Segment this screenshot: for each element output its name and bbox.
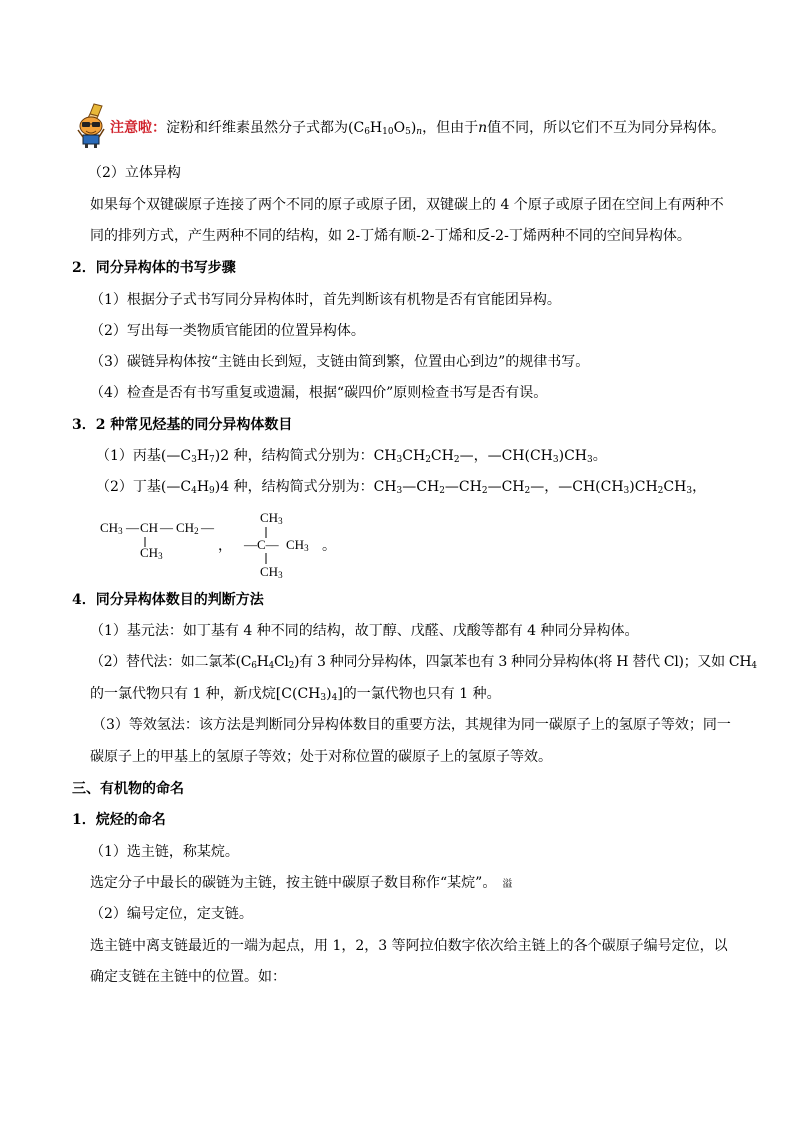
notice-label: 注意啦	[110, 120, 152, 136]
structure-separator: ，	[218, 538, 232, 554]
step-2-desc-line2: 确定支链在主链中的位置。如：	[90, 969, 286, 985]
notice-line: 注意啦：淀粉和纤维素虽然分子式都为$(C_6H_{10}O_5)_n$，但由于n值不同，所以它们不互为同分异构体。	[110, 120, 726, 137]
method-3-line1: （3）等效氢法：该方法是判断同分异构体数目的重要方法，其规律为同一碳原子上的氢原子等效；同一	[92, 717, 731, 733]
sec2-item-1: （1）根据分子式书写同分异构体时，首先判断该有机物是否有官能团异构。	[90, 292, 561, 308]
tert-butyl-structure: $CH_3$ —C— $CH_3$ $CH_3$	[244, 510, 354, 582]
stereo-heading: （2）立体异构	[88, 165, 181, 181]
method-3-line2: 碳原子上的甲基上的氢原子等效；处于对称位置的碳原子上的氢原子等效。	[90, 749, 552, 765]
part-3-title: 三、有机物的命名	[72, 781, 184, 797]
method-2-line2: 的一氯代物只有 1 种，新戊烷$[C(CH_3)_4]$的一氯代物也只有 1 种。	[90, 686, 501, 703]
section-3-title: 3．2 种常见烃基的同分异构体数目	[72, 417, 293, 433]
isobutyl-structure: $CH_3$ — CH — $CH_2$ — $CH_3$	[100, 520, 230, 565]
butyl-line: （2）丁基$(—C_4H_9)4$ 种，结构简式分别为：$CH_3—CH_2—CH_2—CH_2—$，$—CH(CH_3)CH_2CH_3$，	[96, 479, 707, 496]
stereo-paragraph-line2: 同的排列方式，产生两种不同的结构，如 2-丁烯有顺-2-丁烯和反-2-丁烯两种不同的空间异构体。	[90, 228, 691, 244]
propyl-line: （1）丙基$(—C_3H_7)2$ 种，结构简式分别为：$CH_3CH_2CH_2—$，$—CH(CH_3)CH_3$。	[96, 448, 607, 465]
sec2-item-4: （4）检查是否有书写重复或遗漏，根据“碳四价”原则检查书写是否有误。	[90, 385, 548, 401]
method-1: （1）基元法：如丁基有 4 种不同的结构，故丁醇、戊醛、戊酸等都有 4 种同分异构体。	[90, 623, 639, 639]
section-4-title: 4．同分异构体数目的判断方法	[72, 592, 264, 608]
sec2-item-2: （2）写出每一类物质官能团的位置异构体。	[90, 323, 365, 339]
step-2: （2）编号定位，定支链。	[90, 906, 253, 922]
alkane-naming-title: 1．烷烃的命名	[72, 812, 166, 828]
step-1: （1）选主链，称某烷。	[90, 844, 239, 860]
pencil-mascot-icon	[74, 102, 110, 148]
stereo-paragraph-line1: 如果每个双键碳原子连接了两个不同的原子或原子团，双键碳上的 4 个原子或原子团在空间上有两种不	[90, 197, 724, 213]
step-2-desc-line1: 选主链中离支链最近的一端为起点，用 1，2，3 等阿拉伯数字依次给主链上的各个碳原子编号定位，以	[90, 938, 728, 954]
step-1-desc: 选定分子中最长的碳链为主链，按主链中碳原子数目称作“某烷”。 溢	[90, 875, 513, 891]
method-2-line1: （2）替代法：如二氯苯$(C_6H_4Cl_2)$有 3 种同分异构体，四氯苯也有 3 种同分异构体(将 H 替代 Cl)；又如 $CH_4$	[90, 654, 757, 671]
sec2-item-3: （3）碳链异构体按“主链由长到短，支链由简到繁，位置由心到边”的规律书写。	[90, 354, 590, 370]
section-2-title: 2．同分异构体的书写步骤	[72, 260, 236, 276]
structure-end: 。	[322, 538, 336, 554]
bond-line	[100, 520, 230, 565]
